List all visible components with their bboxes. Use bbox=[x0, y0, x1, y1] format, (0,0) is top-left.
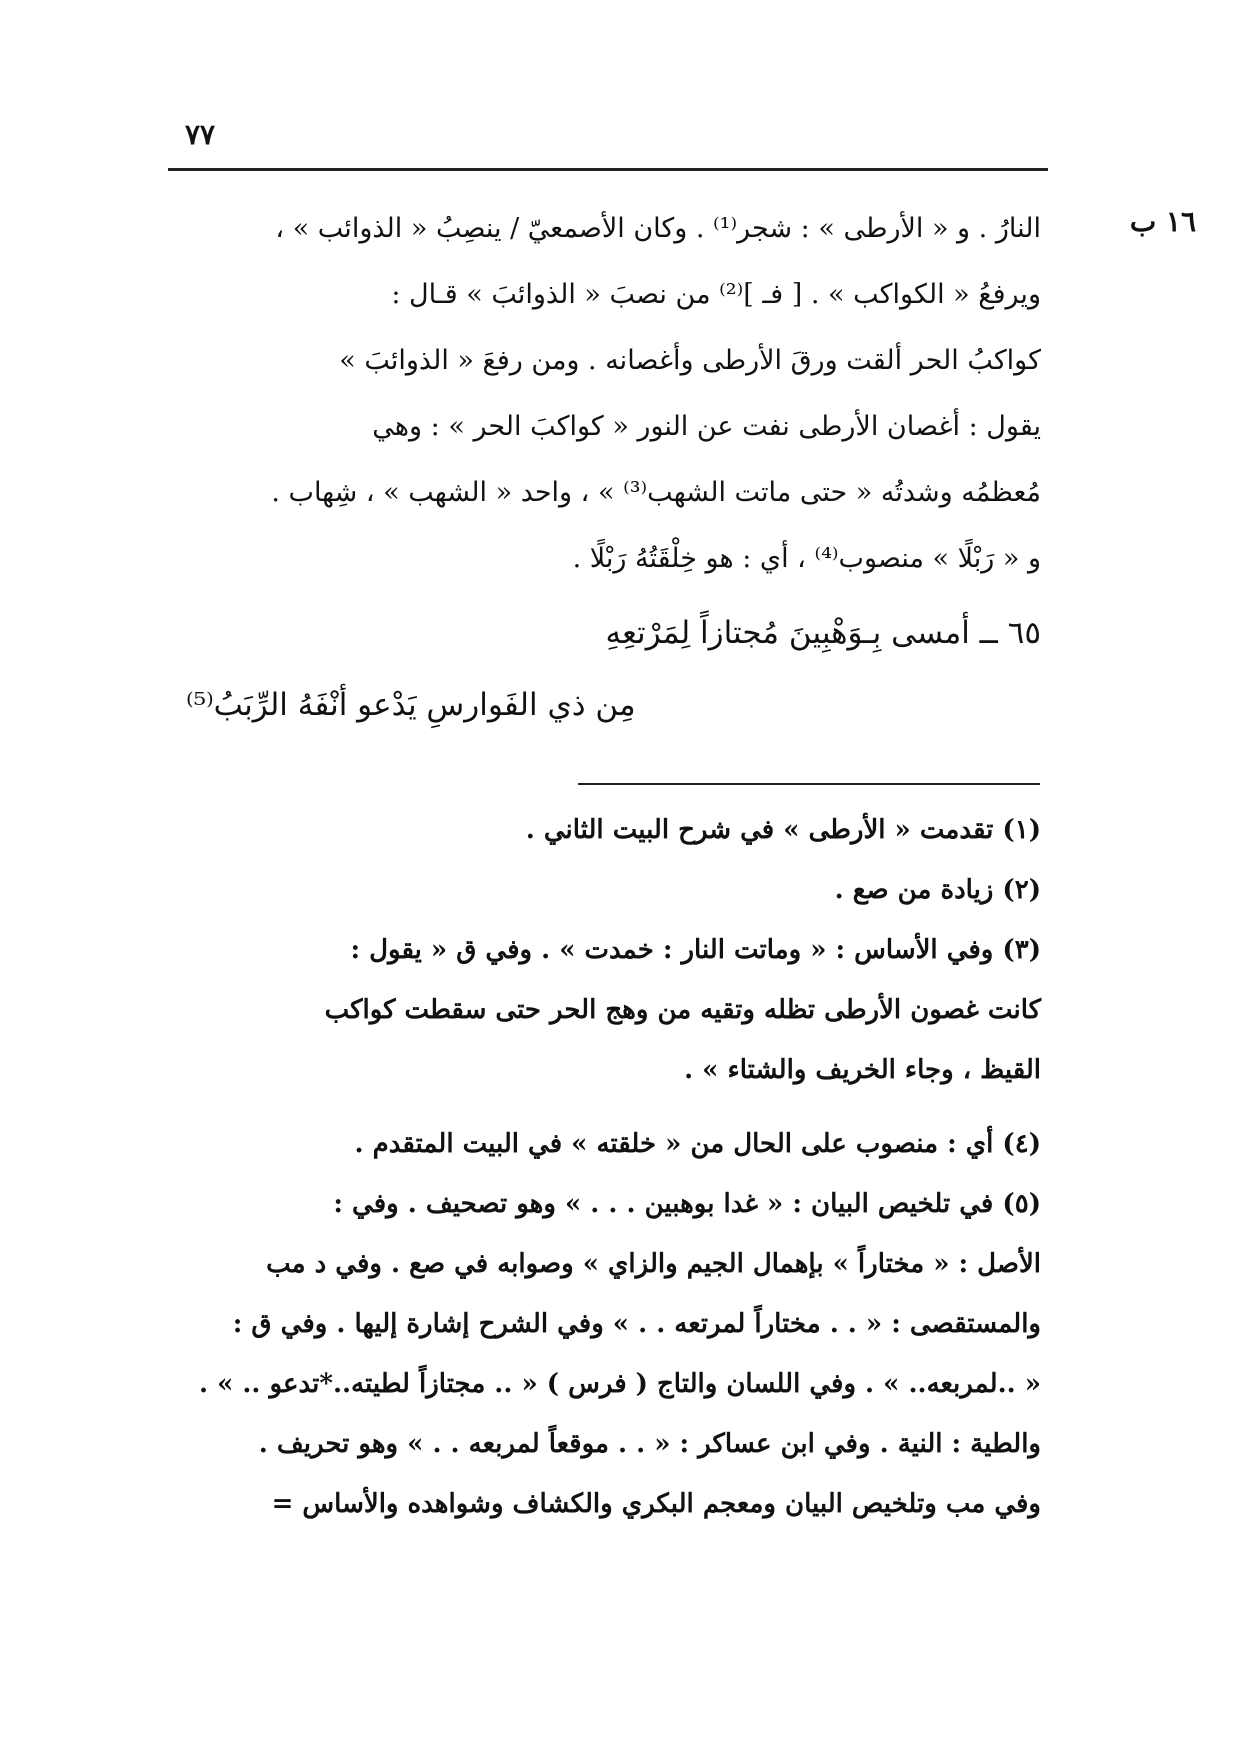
footnote-3-line: (٣) وفي الأساس : « وماتت النار : خمدت » . وفي ق « يقول : bbox=[350, 935, 1041, 965]
body-line: كواكبُ الحر ألقت ورقَ الأرطى وأغصانه . ومن رفعَ « الذوائبَ » bbox=[339, 345, 1041, 376]
footnote-3-line: كانت غصون الأرطى تظله وتقيه من وهج الحر حتى سقطت كواكب bbox=[324, 995, 1041, 1025]
body-line: مُعظمُه وشدتُه « حتى ماتت الشهب⁽³⁾ » ، واحد « الشهب » ، شِهاب . bbox=[271, 477, 1041, 508]
folio-margin-note: ١٦ ب bbox=[1129, 205, 1196, 238]
body-line: النارُ . و « الأرطى » : شجر⁽¹⁾ . وكان الأصمعيّ / ينصِبُ « الذوائب » ، bbox=[275, 213, 1041, 244]
verse-first-hemistich: ٦٥ ــ أمسى بِـوَهْبِينَ مُجتازاً لِمَرْتعِهِ bbox=[605, 615, 1041, 651]
footnote-5-line: الأصل : « مختاراً » بإهمال الجيم والزاي » وصوابه في صع . وفي د مب bbox=[266, 1249, 1041, 1279]
footnote-4: (٤) أي : منصوب على الحال من « خلقته » في البيت المتقدم . bbox=[354, 1129, 1041, 1159]
verse-second-hemistich: مِن ذي الفَوارسِ يَدْعو أنْفَهُ الرِّبَبُ⁽⁵⁾ bbox=[186, 687, 636, 723]
footnote-5-line: وفي مب وتلخيص البيان ومعجم البكري والكشاف وشواهده والأساس = bbox=[271, 1489, 1041, 1519]
body-line: يقول : أغصان الأرطى نفت عن النور « كواكبَ الحر » : وهي bbox=[372, 411, 1041, 442]
footnote-5-line: (٥) في تلخيص البيان : « غدا بوهبين . . . » وهو تصحيف . وفي : bbox=[333, 1189, 1041, 1219]
page-number: ٧٧ bbox=[185, 118, 216, 151]
footnote-5-line: والمستقصى : « . . مختاراً لمرتعه . . » وفي الشرح إشارة إليها . وفي ق : bbox=[232, 1309, 1041, 1339]
footnote-3-line: القيظ ، وجاء الخريف والشتاء » . bbox=[684, 1055, 1041, 1085]
body-line: ويرفعُ « الكواكب » . [ فـ ]⁽²⁾ من نصبَ « الذوائبَ » قـال : bbox=[391, 279, 1041, 310]
footnote-2: (٢) زيادة من صع . bbox=[834, 875, 1041, 905]
footnote-5-line: « ..لمربعه.. » . وفي اللسان والتاج ( فرس ) « .. مجتازاً لطيته..*تدعو .. » . bbox=[198, 1369, 1041, 1399]
commentary-text bbox=[186, 196, 1041, 592]
footnote-separator bbox=[578, 783, 1040, 785]
body-line: و « رَبْلًا » منصوب⁽⁴⁾ ، أي : هو خِلْقَتُهُ رَبْلًا . bbox=[572, 543, 1041, 574]
footnote-1: (١) تقدمت « الأرطى » في شرح البيت الثاني . bbox=[525, 815, 1041, 845]
footnote-5-line: والطية : النية . وفي ابن عساكر : « . . موقعاً لمربعه . . » وهو تحريف . bbox=[258, 1429, 1041, 1459]
header-rule bbox=[168, 168, 1048, 171]
footnotes bbox=[186, 800, 1041, 1534]
